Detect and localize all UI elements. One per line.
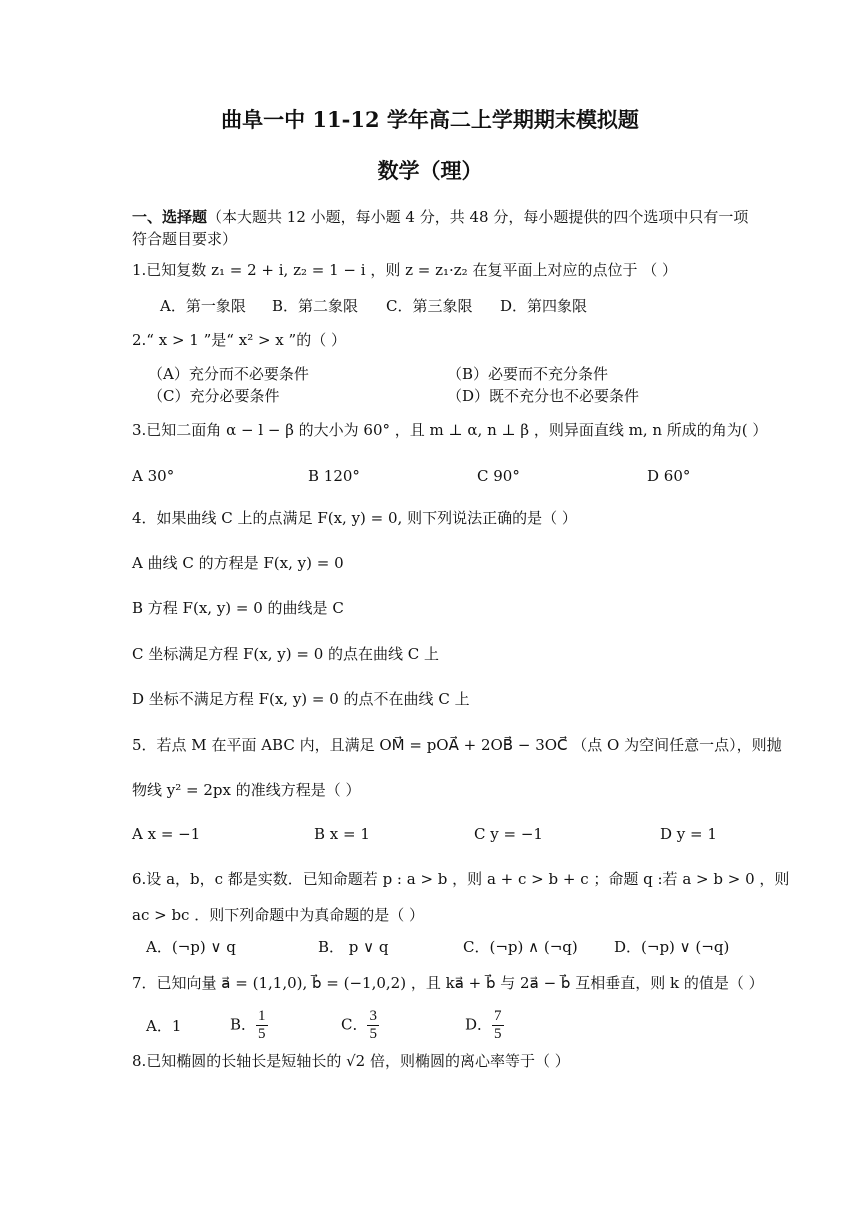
q6-stem-line1: 6.设 a，b，c 都是实数．已知命题若 p : a > b ，则 a + c > b + c ；命题 q :若 a > b > 0 ，则	[132, 870, 790, 888]
q7-stem: 7．已知向量 a⃗ = (1,1,0), b⃗ = (−1,0,2) ，且 ka⃗ + b⃗ 与 2a⃗ − b⃗ 互相垂直，则 k 的值是（ ）	[132, 974, 764, 992]
q2-option-b: （B）必要而不充分条件	[447, 365, 609, 383]
q3-option-c: C 90°	[477, 467, 520, 485]
q7-option-d-label: D．	[465, 1015, 493, 1034]
section-desc-1: （本大题共 12 小题，每小题 4 分，共 48 分，每小题提供的四个选项中只有一项	[207, 208, 749, 226]
q6-option-d: D．(¬p) ∨ (¬q)	[614, 938, 730, 956]
q7-option-b-fraction	[256, 1008, 268, 1043]
q8-stem: 8.已知椭圆的长轴长是短轴长的 √2 倍，则椭圆的离心率等于（ ）	[132, 1052, 570, 1070]
q7-option-b	[230, 1008, 268, 1043]
q2-option-a: （A）充分而不必要条件	[148, 365, 309, 383]
q7-option-c-denominator: 5	[369, 1026, 377, 1042]
q2-stem: 2.“ x > 1 ”是“ x² > x ”的（ ）	[132, 331, 346, 349]
q6-option-a: A．(¬p) ∨ q	[146, 938, 236, 956]
q7-option-c-label: C．	[341, 1015, 368, 1034]
section-desc-2: 符合题目要求）	[132, 230, 238, 248]
page-title: 曲阜一中 11-12 学年高二上学期期末模拟题	[221, 107, 639, 132]
page-subtitle: 数学（理）	[377, 158, 483, 183]
q6-option-c: C．(¬p) ∧ (¬q)	[463, 938, 578, 956]
q3-option-d: D 60°	[647, 467, 691, 485]
q5-stem-line2: 物线 y² = 2px 的准线方程是（ ）	[132, 781, 361, 799]
q4-option-d: D 坐标不满足方程 F(x, y) = 0 的点不在曲线 C 上	[132, 690, 470, 708]
q7-option-b-denominator: 5	[258, 1026, 266, 1042]
q7-option-d-denominator: 5	[494, 1026, 502, 1042]
q5-option-c: C y = −1	[474, 825, 543, 843]
q1-option-b: B．第二象限	[272, 297, 359, 315]
q6-stem-line2: ac > bc ．则下列命题中为真命题的是（ ）	[132, 906, 424, 924]
q1-stem: 1.已知复数 z₁ = 2 + i, z₂ = 1 − i ，则 z = z₁·z₂ 在复平面上对应的点位于 （ ）	[132, 261, 677, 279]
q1-option-c: C．第三象限	[386, 297, 473, 315]
q7-option-c	[341, 1008, 379, 1043]
q4-option-c: C 坐标满足方程 F(x, y) = 0 的点在曲线 C 上	[132, 645, 440, 663]
q6-option-b: B． p ∨ q	[318, 938, 389, 956]
q5-option-b: B x = 1	[314, 825, 370, 843]
q2-option-c: （C）充分必要条件	[148, 387, 280, 405]
q4-stem: 4．如果曲线 C 上的点满足 F(x, y) = 0, 则下列说法正确的是（ ）	[132, 509, 577, 527]
q5-option-a: A x = −1	[132, 825, 201, 843]
q2-option-d: （D）既不充分也不必要条件	[447, 387, 640, 405]
q3-option-b: B 120°	[308, 467, 360, 485]
q5-option-d: D y = 1	[660, 825, 717, 843]
section-heading-line1	[132, 207, 748, 227]
q4-option-b: B 方程 F(x, y) = 0 的曲线是 C	[132, 599, 344, 617]
q7-option-b-label: B．	[230, 1015, 257, 1034]
q7-option-b-numerator: 1	[258, 1008, 266, 1024]
q3-stem: 3.已知二面角 α − l − β 的大小为 60° ，且 m ⊥ α, n ⊥ β ，则异面直线 m, n 所成的角为( ）	[132, 421, 768, 439]
q3-option-a: A 30°	[132, 467, 175, 485]
q7-option-d-fraction	[492, 1008, 504, 1043]
q7-option-d	[465, 1008, 504, 1043]
q1-option-d: D．第四象限	[500, 297, 588, 315]
q7-option-a: A．1	[146, 1017, 182, 1035]
q7-option-d-numerator: 7	[494, 1008, 502, 1024]
section-heading: 一、选择题	[132, 208, 208, 226]
q4-option-a: A 曲线 C 的方程是 F(x, y) = 0	[132, 554, 344, 572]
q7-option-c-numerator: 3	[369, 1008, 377, 1024]
q5-stem-line1: 5．若点 M 在平面 ABC 内，且满足 OM⃗ = pOA⃗ + 2OB⃗ − 3OC⃗ （点 O 为空间任意一点），则抛	[132, 736, 782, 754]
q7-option-c-fraction	[367, 1008, 379, 1043]
q1-option-a: A．第一象限	[160, 297, 246, 315]
